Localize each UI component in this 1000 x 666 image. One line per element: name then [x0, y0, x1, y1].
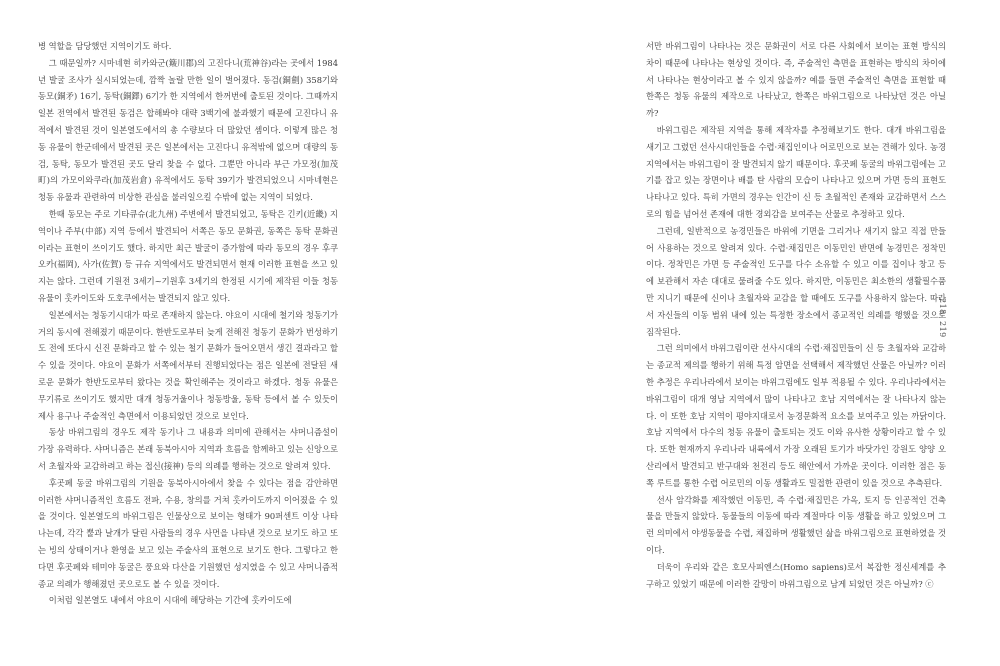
paragraph: 후곳페 동굴 바위그림의 기원을 동북아시아에서 찾을 수 있다는 점을 감안하면 이러한 샤머니즘적인 흐름도 전파, 수용, 창의를 거쳐 홋카이도까지 이어졌을 수 있을 것이다. 일본열도의 바위그림은 인물상으로 보이는 형태가 90퍼센트 이상 나타나는데, 각각 뿔과 날개가 달린 사람들의 경우 사먼을 나타낸 것으로 보기도 하고 또는 빙의 상태이거나 환영을 보고 있는 주술사의 표현으로 보기도 한다. 그렇다고 한다면 후곳페와 테미야 동굴은 풍요와 다산을 기원했던 성지였을 수 있고 샤머니즘적 종교 의례가 행해졌던 곳으로도 볼 수 있을 것이다. [38, 477, 338, 589]
paragraph: 선사 암각화를 제작했던 이동민, 즉 수렵·채집민은 가옥, 토지 등 인공적인 건축물을 만들지 않았다. 동물들의 이동에 따라 계절마다 이동 생활을 하고 있었으며 그런 의미에서 야생동물을 수렵, 채집하며 생활했던 삶을 바위그림으로 표현하였을 것이다. [646, 494, 946, 555]
right-page [646, 38, 946, 592]
paragraph: 병 역할을 담당했던 지역이기도 하다. [38, 41, 172, 51]
page-number-left: 218 [938, 298, 947, 315]
paragraph: 이처럼 일본열도 내에서 야요이 시대에 해당하는 기간에 홋카이도에 [48, 595, 292, 606]
paragraph: 그런데, 일반적으로 농경민들은 바위에 기면을 그리거나 새기지 않고 직접 만들어 사용하는 것으로 알려져 있다. 수렵·채집민은 이동민인 반면에 농경민은 정착민이다. 정착민은 가면 등 주술적인 도구를 다수 소유할 수 있고 이를 집이나 창고 등에 보관해서 자손 대대로 물려줄 수도 있다. 하지만, 이동민은 최소한의 생활필수품만 지니기 때문에 신이나 초월자와 교감을 할 때에도 도구를 사용하지 않는다. 따라서 자신들의 이동 범위 내에 있는 특정한 장소에서 종교적인 의례를 행했을 것으로 짐작된다. [646, 225, 946, 337]
paragraph: 바위그림은 제작된 지역을 통해 제작자를 추정해보기도 한다. 대개 바위그림을 새기고 그렸던 선사시대인들을 수렵·채집인이나 어로민으로 보는 견해가 있다. 농경 지역에서는 바위그림이 잘 발견되지 않기 때문이다. 후곳페 동굴의 바위그림에는 고기를 잡고 있는 장면이나 배를 탄 사람의 모습이 나타나고 있으며 가면 등의 표현도 나타나고 있다. 특히 가면의 경우는 인간이 신 등 초월적인 존재와 교감하면서 스스로의 힘을 넘어선 존재에 대한 경외감을 보여주는 산물로 추정하고 있다. [646, 124, 946, 219]
paragraph: 그 때문일까? 시마네현 히카와군(簸川郡)의 고진다니(荒神谷)라는 곳에서 1984년 발굴 조사가 실시되었는데, 깜짝 놀랄 만한 일이 벌어졌다. 동검(銅劍) 358기와 동모(銅矛) 16기, 동탁(銅鐸) 6기가 한 지역에서 한꺼번에 출토된 것이다. 그때까지 일본 전역에서 발견된 동검은 합해봐야 대략 3백기에 불과했기 때문에 고진다니 유적에서 발견된 것이 일본열도에서의 총 수량보다 더 많았던 셈이다. 이렇게 많은 청동 유물이 한군데에서 발견된 곳은 일본에서는 고진다니 유적밖에 없으며 대량의 동검, 동탁, 동모가 발견된 곳도 달리 찾을 수 없다. 그뿐만 아니라 부근 가모정(加茂町)의 가모이와쿠라(加茂岩倉) 유적에서도 동탁 39기가 발견되었으니 시마네현은 청동 유물과 관련하여 비상한 관심을 불러일으킬 수밖에 없는 지역이 되었다. [38, 57, 338, 203]
paragraph: 한때 동모는 주로 기타큐슈(北九州) 주변에서 발견되었고, 동탁은 긴키(近畿) 지역이나 주부(中部) 지역 등에서 발견되어 서쪽은 동모 문화권, 동쪽은 동탁 문화권이라는 표현이 쓰이기도 했다. 하지만 최근 발굴이 증가함에 따라 동모의 경우 후쿠오카(福岡), 사가(佐賀) 등 규슈 지역에서도 발견되면서 현재 이러한 표현을 쓰고 있지는 않다. 그런데 기원전 3세기~기원후 3세기의 한정된 시기에 제작된 이들 청동 유물이 홋카이도와 도호쿠에서는 발견되지 않고 있다. [38, 208, 338, 303]
page-number-right: 219 [938, 321, 947, 338]
paragraph: 그런 의미에서 바위그림이란 선사시대의 수렵·채집민들이 신 등 초월자와 교감하는 종교적 제의를 행하기 위해 특정 암면을 선택해서 제작했던 산물은 아닐까? 이러한 추정은 우리나라에서 보이는 바위그림에도 일부 적용될 수 있다. 우리나라에서는 바위그림이 대개 영남 지역에서 많이 나타나고 호남 지역에서는 잘 나타나지 않는다. 이 또한 호남 지역이 평야지대로서 농경문화적 요소를 보여주고 있는 까닭이다. 호남 지역에서 다수의 청동 유물이 출토되는 것도 이와 유사한 상황이라고 할 수 있다. 또한 현재까지 우리나라 내륙에서 가장 오래된 토기가 바닷가인 강원도 양양 오산리에서 발견되고 반구대와 천전리 등도 해안에서 가까운 곳이다. 이러한 점은 동쪽 루트를 통한 수렵 어로민의 이동 생활과도 밀접한 관련이 있을 것으로 추측된다. [646, 343, 946, 488]
paragraph: 더욱이 우리와 같은 호모사피엔스(Homo sapiens)로서 복잡한 정신세계를 추구하고 있었기 때문에 이러한 갈망이 바위그림으로 남게 되었던 것은 아닐까? ⓒ [646, 561, 946, 589]
paragraph: 동상 바위그림의 경우도 제작 동기나 그 내용과 의미에 관해서는 샤머니즘설이 가장 유력하다. 샤머니즘은 본래 동북아시아 지역과 흐름을 함께하고 있는 신앙으로서 초월자와 교감하려고 하는 접신(接神) 등의 의례를 행하는 것으로 알려져 있다. [38, 427, 338, 471]
paragraph: 일본에서는 청동기시대가 따로 존재하지 않는다. 야요이 시대에 철기와 청동기가 거의 동시에 전해졌기 때문이다. 한반도로부터 늦게 전해진 청동기 문화가 번성하기도 전에 또다시 신진 문화라고 할 수 있는 철기 문화가 들어오면서 생긴 결과라고 할 수 있을 것이다. 야요이 문화가 서쪽에서부터 진행되었다는 점은 일본에 전달된 새로운 문화가 한반도로부터 왔다는 것을 확인해주는 것이라고 하겠다. 청동 유물은 무기류로 쓰이기도 했지만 대개 청동거울이나 청동방울, 동탁 등에서 볼 수 있듯이 제사 용구나 주술적인 측면에서 이용되었던 것으로 보인다. [38, 309, 338, 421]
paragraph: 서만 바위그림이 나타나는 것은 문화권이 서로 다른 사회에서 보이는 표현 방식의 차이 때문에 나타나는 현상일 것이다. 즉, 주술적인 측면을 표현하는 방식의 차이에서 나타나는 현상이라고 볼 수 있지 않을까? 예를 들면 주술적인 측면을 표현할 때 한쪽은 청동 유물의 제작으로 나타났고, 한쪽은 바위그림으로 나타났던 것은 아닐까? [646, 41, 946, 119]
left-page [38, 38, 338, 609]
